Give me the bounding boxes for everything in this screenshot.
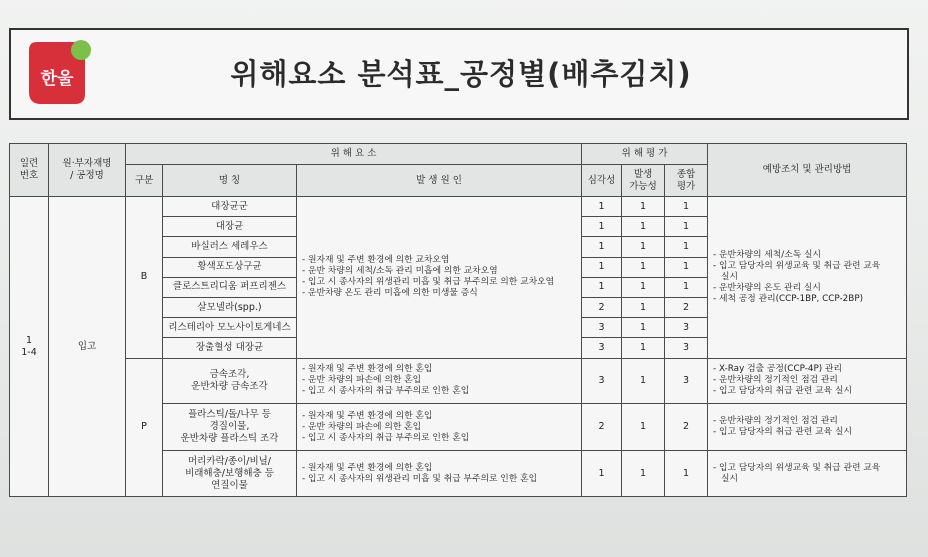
hazard-name: 대장균 <box>163 217 297 237</box>
header-prevention: 예방조치 및 관리방법 <box>708 144 907 197</box>
header-process: 원·부자재명 / 공정명 <box>49 144 126 197</box>
prevention-line: 실시 <box>721 473 739 484</box>
cause-line: - 입고 시 종사자의 위생관리 미흡 및 취급 부주의로 인한 혼입 <box>302 473 538 484</box>
prevention-line: - 세척 공정 관리(CCP-1BP, CCP-2BP) <box>713 293 864 304</box>
prevention-cell-b <box>708 197 907 359</box>
overall-cell: 1 <box>665 277 708 297</box>
overall-cell: 3 <box>665 358 708 403</box>
severity-cell: 1 <box>582 257 622 277</box>
cause-line: - 입고 시 종사자의 취급 부주의로 인한 혼입 <box>302 432 470 443</box>
prevention-cell <box>708 403 907 450</box>
likelihood-cell: 1 <box>622 217 665 237</box>
likelihood-cell: 1 <box>622 451 665 497</box>
cause-line: - 운반차량 온도 관리 미흡에 의한 미생물 증식 <box>302 288 478 299</box>
prevention-line: - X-Ray 검출 공정(CCP-4P) 관리 <box>713 364 842 375</box>
cause-cell-b <box>297 197 582 359</box>
header-serial: 일련 번호 <box>10 144 49 197</box>
hazard-name: 클로스트리디움 퍼프리젠스 <box>163 277 297 297</box>
header-likelihood: 발생 가능성 <box>622 165 665 197</box>
hazard-name-line: 금속조각, <box>209 368 250 380</box>
header-cause: 발 생 원 인 <box>297 165 582 197</box>
logo-text: 한울 <box>40 69 74 89</box>
prevention-line: - 입고 담당자의 위생교육 및 취급 관련 교육 <box>713 462 881 473</box>
cause-line: - 원자재 및 주변 환경에 의한 혼입 <box>302 462 433 473</box>
prevention-cell <box>708 451 907 497</box>
prevention-line: - 운반차량의 정기적인 점검 관리 <box>713 416 838 427</box>
prevention-line: 실시 <box>721 271 739 282</box>
hazard-name: 바실러스 세레우스 <box>163 237 297 257</box>
severity-cell: 1 <box>582 277 622 297</box>
hazard-name-line: 플라스틱/돌/나무 등 <box>188 409 271 421</box>
likelihood-cell: 1 <box>622 197 665 217</box>
hazard-name: 장출혈성 대장균 <box>163 338 297 358</box>
page-title: 위해요소 분석표_공정별(배추김치) <box>230 57 692 91</box>
prevention-line: - 운반차량의 정기적인 점검 관리 <box>713 375 838 386</box>
table-row <box>10 197 907 217</box>
hazard-analysis-table <box>9 143 907 497</box>
severity-cell: 1 <box>582 217 622 237</box>
severity-cell: 2 <box>582 403 622 450</box>
cause-cell <box>297 403 582 450</box>
header-type: 구분 <box>126 165 163 197</box>
hazard-name: 살모넬라(spp.) <box>163 297 297 317</box>
hazard-name-line: 연질이물 <box>211 479 248 491</box>
severity-cell: 2 <box>582 297 622 317</box>
severity-cell: 1 <box>582 237 622 257</box>
type-cell-b: B <box>126 197 163 359</box>
prevention-line: - 입고 담당자의 취급 관련 교육 실시 <box>713 427 852 438</box>
cause-line: - 입고 시 종사자의 위생관리 미흡 및 취급 부주의로 의한 교차오염 <box>302 277 555 288</box>
hazard-name <box>163 358 297 403</box>
prevention-line: - 운반차량의 세척/소독 실시 <box>713 249 822 260</box>
cause-line: - 원자재 및 주변 환경에 의한 교차오염 <box>302 255 450 266</box>
severity-cell: 3 <box>582 338 622 358</box>
likelihood-cell: 1 <box>622 403 665 450</box>
hazard-name: 리스테리아 모노사이토게네스 <box>163 318 297 338</box>
likelihood-cell: 1 <box>622 257 665 277</box>
hazard-name-line: 머리카락/종이/비닐/ <box>187 455 272 467</box>
likelihood-cell: 1 <box>622 358 665 403</box>
cause-line: - 원자재 및 주변 환경에 의한 혼입 <box>302 364 433 375</box>
header-severity: 심각성 <box>582 165 622 197</box>
hazard-name <box>163 451 297 497</box>
table-row <box>10 358 907 403</box>
prevention-line: - 입고 담당자의 위생교육 및 취급 관련 교육 <box>713 260 881 271</box>
likelihood-cell: 1 <box>622 318 665 338</box>
process-cell: 입고 <box>49 197 126 497</box>
cause-cell <box>297 451 582 497</box>
hazard-name-line: 비래해충/보행해충 등 <box>185 467 274 479</box>
likelihood-cell: 1 <box>622 277 665 297</box>
cause-line: - 운반 차량의 파손에 의한 혼입 <box>302 375 422 386</box>
prevention-line: - 운반차량의 온도 관리 실시 <box>713 282 821 293</box>
hazard-name-line: 운반차량 플라스틱 조각 <box>180 433 279 445</box>
hazard-name-line: 경질이물, <box>209 421 250 433</box>
header-eval-group: 위 해 평 가 <box>582 144 708 165</box>
overall-cell: 2 <box>665 297 708 317</box>
severity-cell: 1 <box>582 197 622 217</box>
type-cell-p: P <box>126 358 163 497</box>
header-overall: 종합 평가 <box>665 165 708 197</box>
cause-cell <box>297 358 582 403</box>
overall-cell: 1 <box>665 217 708 237</box>
prevention-line: - 입고 담당자의 취급 관련 교육 실시 <box>713 386 852 397</box>
cause-line: - 원자재 및 주변 환경에 의한 혼입 <box>302 410 433 421</box>
overall-cell: 1 <box>665 451 708 497</box>
title-header <box>9 28 909 120</box>
cause-line: - 운반 차량의 파손에 의한 혼입 <box>302 421 422 432</box>
hazard-name <box>163 403 297 450</box>
hazard-name: 황색포도상구균 <box>163 257 297 277</box>
prevention-cell <box>708 358 907 403</box>
severity-cell: 3 <box>582 358 622 403</box>
header-name: 명 칭 <box>163 165 297 197</box>
likelihood-cell: 1 <box>622 237 665 257</box>
header-hazard-group: 위 해 요 소 <box>126 144 582 165</box>
serial-cell: 1 1-4 <box>10 197 49 497</box>
cause-line: - 입고 시 종사자의 취급 부주의로 인한 혼입 <box>302 386 470 397</box>
severity-cell: 1 <box>582 451 622 497</box>
overall-cell: 1 <box>665 257 708 277</box>
hazard-name: 대장균군 <box>163 197 297 217</box>
cause-line: - 운반 차량의 세척/소독 관리 미흡에 의한 교차오염 <box>302 266 498 277</box>
likelihood-cell: 1 <box>622 338 665 358</box>
overall-cell: 2 <box>665 403 708 450</box>
overall-cell: 1 <box>665 197 708 217</box>
hazard-name-line: 운반차량 금속조각 <box>191 380 268 392</box>
overall-cell: 3 <box>665 318 708 338</box>
overall-cell: 1 <box>665 237 708 257</box>
severity-cell: 3 <box>582 318 622 338</box>
likelihood-cell: 1 <box>622 297 665 317</box>
overall-cell: 3 <box>665 338 708 358</box>
